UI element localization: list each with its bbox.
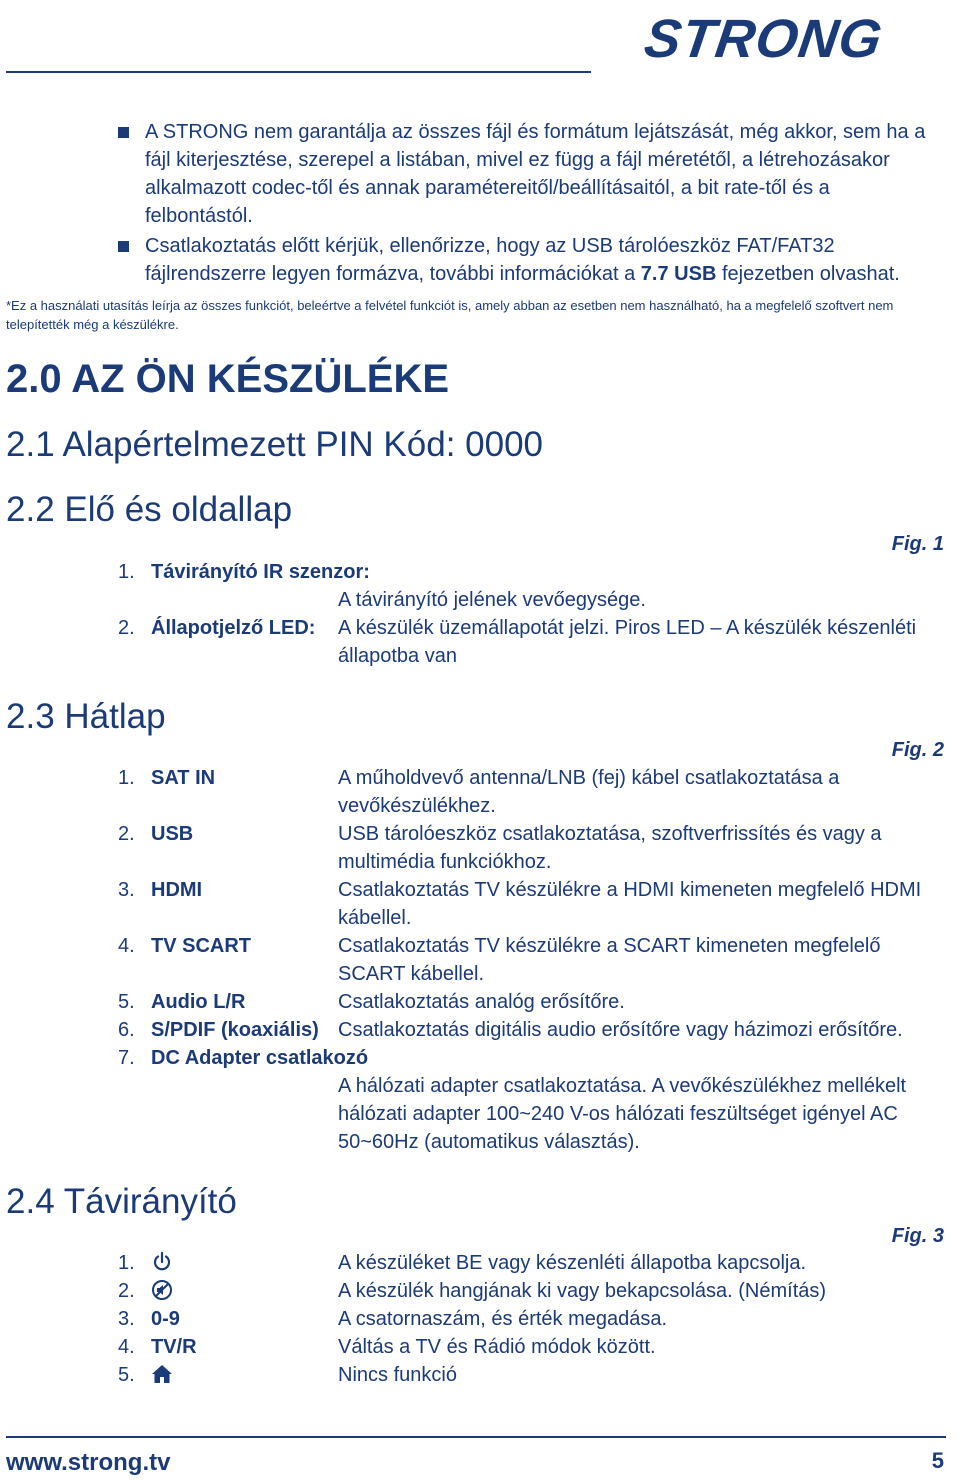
item-description: Csatlakoztatás TV készülékre a SCART kimeneten megfelelő SCART kábellel. [338, 935, 881, 985]
item-description: Csatlakoztatás analóg erősítőre. [338, 991, 625, 1013]
item-label: TV SCART [151, 935, 251, 957]
bullet-square-icon [118, 127, 129, 138]
item-description: Váltás a TV és Rádió módok között. [338, 1336, 656, 1358]
item-description: A készülék hangjának ki vagy bekapcsolása. (Némítás) [338, 1280, 827, 1302]
item-label: Távirányító IR szenzor: [151, 561, 370, 583]
item-number: 3. [118, 1308, 135, 1330]
item-label: S/PDIF (koaxiális) [151, 1019, 319, 1041]
item-label: 0-9 [151, 1308, 180, 1330]
item-label: DC Adapter csatlakozó [151, 1047, 369, 1069]
note-text: Csatlakoztatás előtt kérjük, ellenőrizze, hogy az USB tárolóeszköz FAT/FAT32 fájlrendszerre legyen formázva, további információkat a [145, 235, 835, 285]
item-number: 4. [118, 935, 135, 957]
item-description: A hálózati adapter csatlakoztatása. A vevőkészülékhez mellékelt hálózati adapter 100~240 V-os hálózati feszültséget igényel AC 50~60Hz (automatikus választás). [338, 1075, 907, 1153]
item-label [151, 1361, 173, 1389]
item-description: Csatlakoztatás TV készülékre a HDMI kimeneten megfelelő HDMI kábellel. [338, 879, 922, 929]
footnote: *Ez a használati utasítás leírja az összes funkciót, beleértve a felvétel funkciót is, amely abban az esetben nem használható, ha a megfelelő szoftvert nem telepítették még a készülékre. [6, 298, 894, 332]
item-number: 1. [118, 1252, 135, 1274]
fig-1-label: Fig. 1 [891, 533, 944, 555]
note-text-end: fejezetben olvashat. [716, 263, 900, 285]
header-divider [6, 71, 591, 73]
item-description: A műholdvevő antenna/LNB (fej) kábel csatlakoztatása a vevőkészülékhez. [338, 767, 840, 817]
power-icon [151, 1251, 173, 1273]
front-panel-heading: 2.2 Elő és oldallap [6, 490, 293, 529]
remote-heading: 2.4 Távirányító [6, 1182, 237, 1221]
back-panel-heading: 2.3 Hátlap [6, 697, 166, 736]
item-label: Audio L/R [151, 991, 246, 1013]
section-title: 2.0 AZ ÖN KÉSZÜLÉKE [6, 357, 450, 401]
chapter-reference: 7.7 USB [640, 263, 717, 285]
item-description: A készülék üzemállapotát jelzi. Piros LED – A készülék készenléti állapotba van [338, 617, 917, 667]
item-label: Állapotjelző LED: [151, 617, 316, 639]
item-label: HDMI [151, 879, 203, 901]
item-description: A készüléket BE vagy készenléti állapotba kapcsolja. [338, 1252, 807, 1274]
item-description: Csatlakoztatás digitális audio erősítőre vagy házimozi erősítőre. [338, 1019, 903, 1041]
item-description: A távirányító jelének vevőegysége. [338, 589, 646, 611]
item-description: A csatornaszám, és érték megadása. [338, 1308, 668, 1330]
item-number: 5. [118, 991, 135, 1013]
item-label: USB [151, 823, 194, 845]
logo-text: STRONG [640, 9, 887, 69]
item-number: 6. [118, 1019, 135, 1041]
item-label [151, 1277, 173, 1305]
note-text: A STRONG nem garantálja az összes fájl és formátum lejátszását, még akkor, sem ha a fájl kiterjesztése, szerepel a listában, mivel ez függ a fájl méretétől, a létrehozásakor alkalmazott codec-től és annak paramétereitől/beállításaitól, a bit rate-től és a felbontástól. [145, 121, 926, 227]
bullet-square-icon [118, 241, 129, 252]
home-icon [151, 1363, 173, 1385]
footer-url: www.strong.tv [6, 1449, 171, 1476]
item-number: 2. [118, 617, 135, 639]
item-number: 1. [118, 767, 135, 789]
item-number: 3. [118, 879, 135, 901]
fig-3-label: Fig. 3 [891, 1225, 944, 1247]
item-number: 1. [118, 561, 135, 583]
item-number: 7. [118, 1047, 135, 1069]
pin-heading: 2.1 Alapértelmezett PIN Kód: 0000 [6, 425, 543, 464]
item-number: 5. [118, 1364, 135, 1386]
item-number: 4. [118, 1336, 135, 1358]
item-description: Nincs funkció [338, 1364, 457, 1386]
item-label: SAT IN [151, 767, 216, 789]
note-usb-format [118, 232, 938, 288]
fig-2-label: Fig. 2 [891, 739, 944, 761]
mute-icon [151, 1279, 173, 1301]
item-number: 2. [118, 1280, 135, 1302]
notes-list [118, 118, 938, 290]
item-label [151, 1249, 173, 1277]
footer-divider [6, 1436, 946, 1438]
page-number: 5 [931, 1448, 944, 1473]
item-label: TV/R [151, 1336, 197, 1358]
note-format-support [118, 118, 938, 230]
strong-logo [640, 8, 950, 70]
item-description: USB tárolóeszköz csatlakoztatása, szoftverfrissítés és vagy a multimédia funkciókhoz. [338, 823, 882, 873]
item-number: 2. [118, 823, 135, 845]
